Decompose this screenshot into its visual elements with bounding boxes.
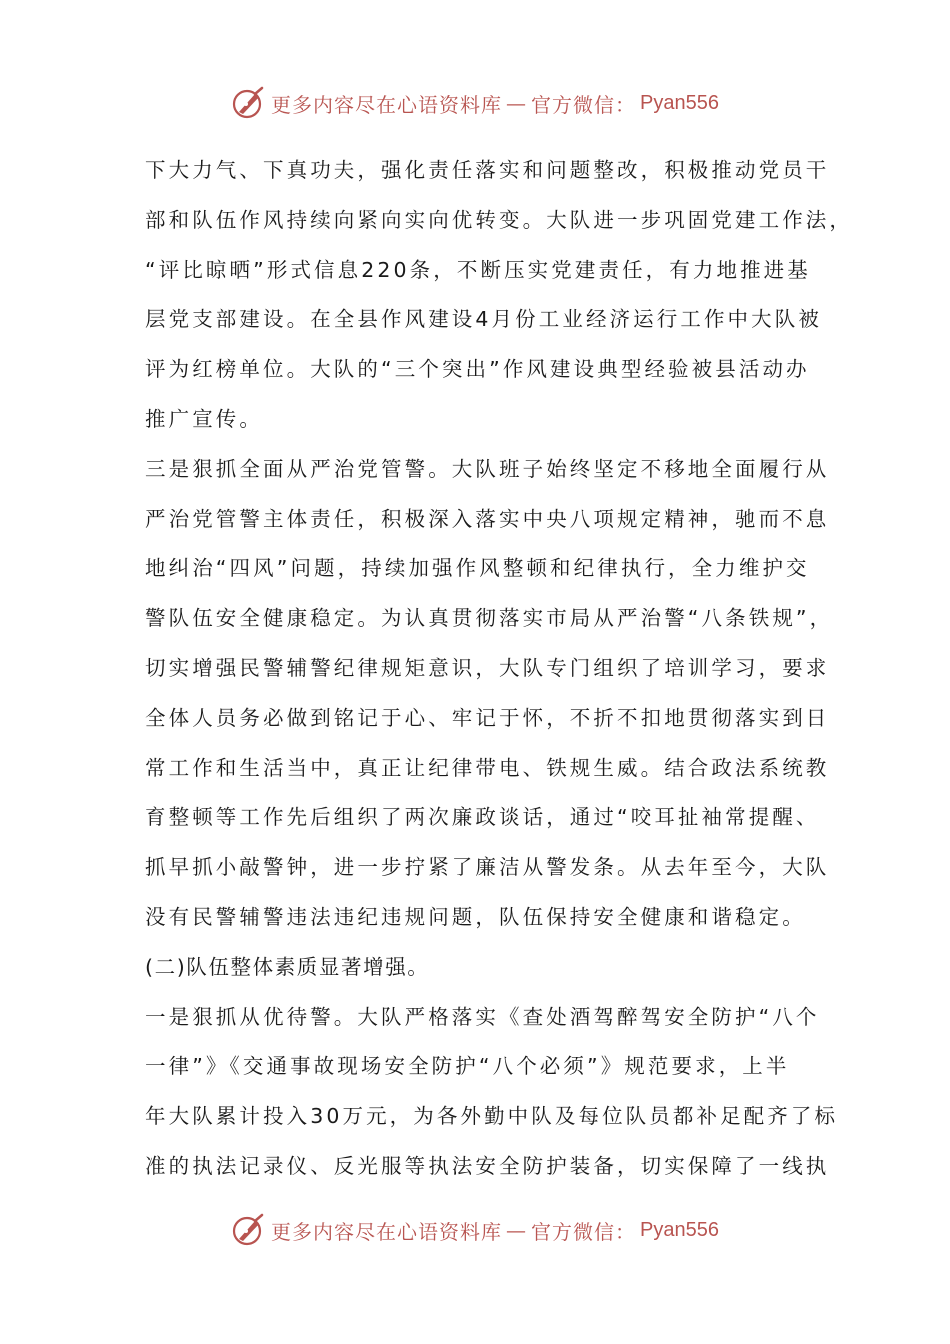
body-line-9: 地纠治“四风”问题，持续加强作风整顿和纪律执行，全力维护交	[145, 556, 810, 581]
header-wechat-id: Pyan556	[640, 91, 719, 114]
body-line-11: 切实增强民警辅警纪律规矩意识，大队专门组织了培训学习，要求	[145, 655, 830, 680]
body-line-12: 全体人员务必做到铭记于心、牢记于怀，不折不扣地贯彻落实到日	[145, 705, 830, 730]
body-line-19: 一律”》《交通事故现场安全防护“八个必须”》规范要求，上半	[145, 1054, 790, 1079]
body-line-5: 评为红榜单位。大队的“三个突出”作风建设典型经验被县活动办	[145, 357, 810, 382]
body-line-4: 层党支部建设。在全县作风建设4月份工业经济运行工作中大队被	[145, 307, 822, 332]
footer-banner-dash: —	[506, 1218, 528, 1242]
pen-logo-icon	[231, 1212, 267, 1248]
header-wechat-label: 官方微信：	[531, 92, 637, 117]
body-line-1: 下大力气、下真功夫，强化责任落实和问题整改，积极推动党员干	[145, 158, 830, 182]
footer-wechat-id: Pyan556	[640, 1218, 719, 1241]
body-line-2: 部和队伍作风持续向紧向实向优转变。大队进一步巩固党建工作法，	[145, 207, 853, 232]
body-line-13: 常工作和生活当中，真正让纪律带电、铁规生威。结合政法系统教	[145, 755, 830, 780]
body-line-18: 一是狠抓从优待警。大队严格落实《查处酒驾醉驾安全防护“八个	[145, 1004, 820, 1029]
section-heading: (二)队伍整体素质显著增强。	[145, 954, 430, 979]
footer-banner	[0, 1210, 950, 1250]
body-line-20: 年大队累计投入30万元，为各外勤中队及每位队员都补足配齐了标	[145, 1104, 839, 1129]
body-line-7: 三是狠抓全面从严治党管警。大队班子始终坚定不移地全面履行从	[145, 456, 830, 481]
body-line-16: 没有民警辅警违法违纪违规问题，队伍保持安全健康和谐稳定。	[145, 904, 806, 929]
body-line-6: 推广宣传。	[145, 406, 263, 431]
header-banner-dash: —	[506, 91, 528, 115]
footer-wechat-label: 官方微信：	[531, 1219, 637, 1244]
body-line-10: 警队伍安全健康稳定。为认真贯彻落实市局从严治警“八条铁规”，	[145, 606, 834, 631]
header-banner	[0, 83, 950, 123]
body-line-15: 抓早抓小敲警钟，进一步拧紧了廉洁从警发条。从去年至今，大队	[145, 855, 830, 880]
body-line-3: “评比晾晒”形式信息220条，不断压实党建责任，有力地推进基	[145, 257, 811, 282]
footer-banner-text: 更多内容尽在心语资料库	[271, 1219, 503, 1244]
body-line-14: 育整顿等工作先后组织了两次廉政谈话，通过“咬耳扯袖常提醒、	[145, 805, 820, 830]
document-body	[145, 146, 853, 1192]
pen-logo-icon	[231, 85, 267, 121]
body-line-21: 准的执法记录仪、反光服等执法安全防护装备，切实保障了一线执	[145, 1153, 830, 1178]
header-banner-text: 更多内容尽在心语资料库	[271, 92, 503, 117]
body-line-8: 严治党管警主体责任，积极深入落实中央八项规定精神，驰而不息	[145, 506, 830, 531]
